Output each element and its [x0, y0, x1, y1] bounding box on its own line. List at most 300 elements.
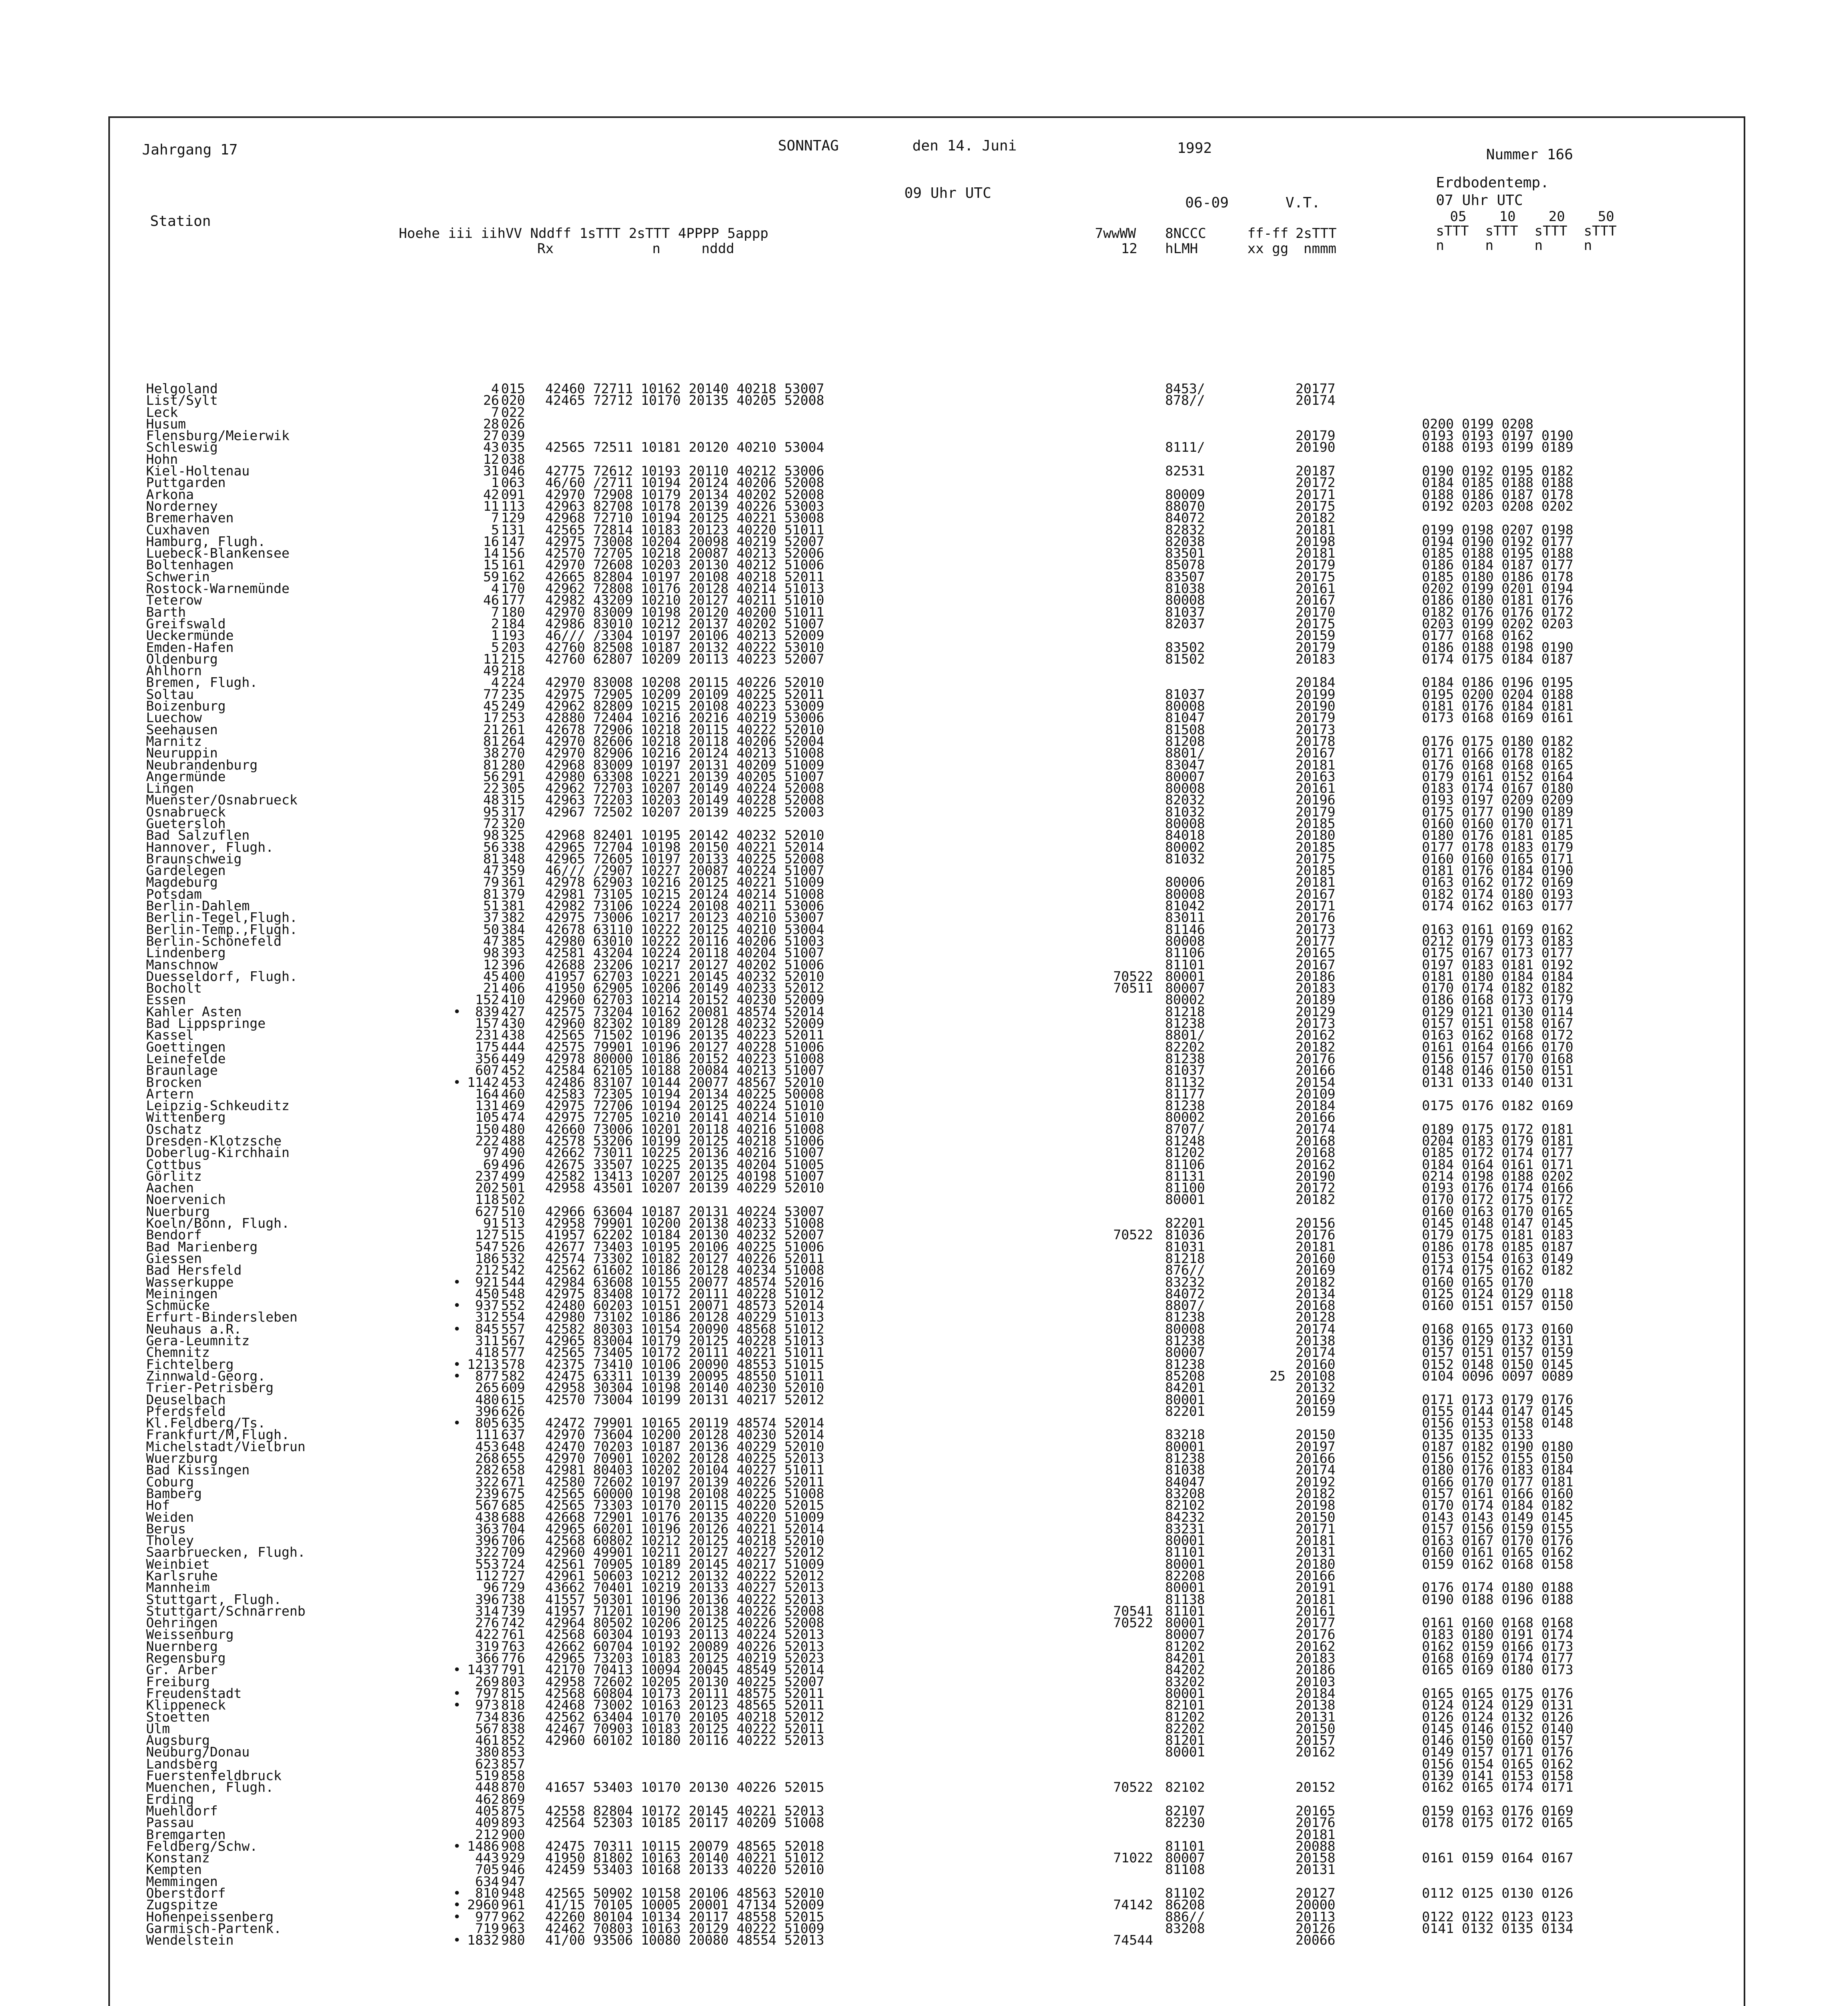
- cell-main: 42565 60000 10198 20108 40225 51008: [545, 1485, 824, 1501]
- cell-ncc: 81238: [1165, 1333, 1205, 1349]
- cell-hoehe: 28: [483, 416, 499, 432]
- cell-hoehe: 921: [475, 1274, 499, 1290]
- cell-stt: 20175: [1296, 498, 1336, 514]
- cell-name: Duesseldorf, Flugh.: [146, 968, 298, 984]
- cell-iii: 113: [501, 498, 525, 514]
- cell-main: 42668 72901 10176 20135 40220 51009: [545, 1509, 824, 1525]
- cell-hoehe: 5: [491, 522, 499, 538]
- cell-iii: 853: [501, 1744, 525, 1760]
- cell-hoehe: 98: [483, 945, 499, 961]
- cell-iii: 496: [501, 1156, 525, 1172]
- cell-name: Freudenstadt: [146, 1685, 242, 1701]
- cell-ncc: 81101: [1165, 956, 1205, 973]
- cell-soil: 0145 0148 0147 0145: [1422, 1215, 1574, 1231]
- cell-hoehe: 49: [483, 663, 499, 679]
- cell-iii: 875: [501, 1803, 525, 1819]
- cell-ncc: 81037: [1165, 1062, 1205, 1078]
- cell-ncc: 84201: [1165, 1380, 1205, 1396]
- cell-soil: 0163 0162 0172 0169: [1422, 874, 1574, 890]
- cell-stt: 20152: [1296, 1779, 1336, 1795]
- cell-name: Helgoland: [146, 381, 218, 396]
- station-table: [110, 383, 1747, 1946]
- cell-iii: 900: [501, 1826, 525, 1842]
- cell-hoehe: 363: [475, 1521, 499, 1537]
- cell-soil: 0189 0175 0172 0181: [1422, 1121, 1574, 1137]
- cell-stt: 20182: [1296, 1274, 1336, 1290]
- cell-soil: 0161 0164 0166 0170: [1422, 1039, 1574, 1055]
- cell-main: 42460 72711 10162 20140 40218 53007: [545, 381, 824, 396]
- cell-ncc: 81238: [1165, 1015, 1205, 1031]
- cell-name: Gardelegen: [146, 863, 226, 879]
- cell-iii: 270: [501, 745, 525, 761]
- cell-main: 41657 53403 10170 20130 40226 52015: [545, 1779, 824, 1795]
- cell-hoehe: 1213: [467, 1356, 499, 1372]
- cell-stt: 20178: [1296, 733, 1336, 749]
- cell-hoehe: 311: [475, 1333, 499, 1349]
- cell-hoehe: 845: [475, 1321, 499, 1337]
- cell-stt: 20165: [1296, 1803, 1336, 1819]
- cell-hoehe: 127: [475, 1227, 499, 1243]
- cell-iii: 542: [501, 1262, 525, 1278]
- cell-ncc: 80002: [1165, 1109, 1205, 1125]
- cell-name: Lingen: [146, 780, 194, 796]
- cell-soil: 0190 0192 0195 0182: [1422, 463, 1574, 479]
- cell-hoehe: 69: [483, 1156, 499, 1172]
- cell-stt: 20186: [1296, 968, 1336, 984]
- cell-ncc: 81042: [1165, 898, 1205, 914]
- cell-ncc: 81101: [1165, 1544, 1205, 1560]
- cell-ncc: 82201: [1165, 1403, 1205, 1419]
- cell-main: 42984 63608 10155 20077 48574 52016: [545, 1274, 824, 1290]
- cell-soil: 0156 0152 0155 0150: [1422, 1450, 1574, 1466]
- cell-name: Cottbus: [146, 1156, 202, 1172]
- cell-soil: 0171 0166 0178 0182: [1422, 745, 1574, 761]
- cell-ww: 71022: [1113, 1850, 1153, 1866]
- cell-ncc: 886//: [1165, 1909, 1205, 1925]
- stt-subheader: nmmm: [1304, 241, 1336, 257]
- cell-main: 42960 82302 10189 20128 40232 52009: [545, 1015, 824, 1031]
- cell-name: Saarbruecken, Flugh.: [146, 1544, 306, 1560]
- cell-iii: 264: [501, 733, 525, 749]
- cell-mark: •: [453, 1274, 461, 1290]
- cell-mark: •: [453, 1909, 461, 1925]
- cell-hoehe: 805: [475, 1415, 499, 1431]
- cell-ncc: 81202: [1165, 1145, 1205, 1161]
- cell-main: 46/60 /2711 10194 20124 40206 52008: [545, 475, 824, 491]
- cell-soil: 0143 0143 0149 0145: [1422, 1509, 1574, 1525]
- cell-main: 41950 81802 10163 20140 40221 51012: [545, 1850, 824, 1866]
- cell-name: Augsburg: [146, 1732, 210, 1748]
- cell-iii: 709: [501, 1544, 525, 1560]
- cell-name: Memmingen: [146, 1873, 218, 1889]
- cell-name: Braunschweig: [146, 851, 242, 867]
- cell-ncc: 8111/: [1165, 439, 1205, 455]
- cell-iii: 724: [501, 1556, 525, 1572]
- cell-hoehe: 269: [475, 1673, 499, 1689]
- cell-ncc: 81037: [1165, 604, 1205, 620]
- cell-hoehe: 314: [475, 1603, 499, 1619]
- cell-stt: 20179: [1296, 557, 1336, 573]
- cell-main: 42975 83408 10172 20111 40228 51012: [545, 1285, 824, 1301]
- cell-main: 42970 82606 10218 20118 40206 52004: [545, 733, 824, 749]
- cell-stt: 20171: [1296, 898, 1336, 914]
- cell-soil: 0171 0173 0179 0176: [1422, 1391, 1574, 1407]
- cell-hoehe: 27: [483, 428, 499, 444]
- cell-iii: 406: [501, 980, 525, 996]
- cell-hoehe: 72: [483, 815, 499, 831]
- cell-main: 42880 72404 10216 20216 40219 53006: [545, 710, 824, 726]
- cell-name: Neuburg/Donau: [146, 1744, 250, 1760]
- cell-stt: 20179: [1296, 804, 1336, 820]
- cell-main: 46/// /2907 10227 20087 40224 51007: [545, 863, 824, 879]
- cell-soil: 0159 0163 0176 0169: [1422, 1803, 1574, 1819]
- cell-main: 42975 72706 10194 20125 40224 51010: [545, 1098, 824, 1114]
- ff-subheader: xx gg: [1247, 241, 1289, 257]
- cell-soil: 0104 0096 0097 0089: [1422, 1368, 1574, 1384]
- cell-hoehe: 21: [483, 980, 499, 996]
- cell-hoehe: 81: [483, 886, 499, 902]
- cell-iii: 038: [501, 451, 525, 467]
- cell-ncc: 85208: [1165, 1368, 1205, 1384]
- cell-stt: 20000: [1296, 1897, 1336, 1913]
- cell-soil: 0186 0188 0198 0190: [1422, 639, 1574, 655]
- cell-soil: 0186 0184 0187 0177: [1422, 557, 1574, 573]
- cell-soil: 0162 0159 0166 0173: [1422, 1638, 1574, 1654]
- cell-soil: 0182 0176 0176 0172: [1422, 604, 1574, 620]
- cell-main: 42980 63010 10222 20116 40206 51003: [545, 933, 824, 949]
- cell-main: 42565 50902 10158 20106 48563 52010: [545, 1885, 824, 1901]
- cell-hoehe: 7: [491, 510, 499, 526]
- main-columns-header: Hoehe iii iihVV Nddff 1sTTT 2sTTT 4PPPP 5appp: [399, 225, 769, 242]
- cell-iii: 410: [501, 992, 525, 1008]
- cell-mark: •: [453, 1885, 461, 1901]
- cell-stt: 20127: [1296, 1885, 1336, 1901]
- cell-main: 42760 62807 10209 20113 40223 52007: [545, 651, 824, 667]
- cell-stt: 20181: [1296, 1533, 1336, 1549]
- cell-name: Soltau: [146, 686, 194, 702]
- cell-main: 42981 80403 10202 20104 40227 51011: [545, 1462, 824, 1478]
- table-row: [110, 900, 1747, 912]
- cell-name: Schleswig: [146, 439, 218, 455]
- cell-iii: 305: [501, 780, 525, 796]
- cell-main: 42570 72705 10218 20087 40213 52006: [545, 545, 824, 561]
- cell-name: Aachen: [146, 1180, 194, 1196]
- cell-stt: 20167: [1296, 886, 1336, 902]
- cell-main: 42568 60304 10193 20113 40224 52013: [545, 1626, 824, 1643]
- cell-iii: 020: [501, 392, 525, 408]
- cell-stt: 20160: [1296, 1250, 1336, 1266]
- cell-stt: 20181: [1296, 1591, 1336, 1607]
- cell-mark: •: [453, 1356, 461, 1372]
- soil-depths: 05 10 20 50: [1450, 209, 1614, 225]
- cell-ww: 70522: [1113, 1779, 1153, 1795]
- cell-iii: 655: [501, 1450, 525, 1466]
- cell-stt: 20191: [1296, 1580, 1336, 1596]
- cell-name: Zugspitze: [146, 1897, 218, 1913]
- cell-stt: 20181: [1296, 1239, 1336, 1255]
- cell-hoehe: 26: [483, 392, 499, 408]
- cell-main: 42662 60704 10192 20089 40226 52013: [545, 1638, 824, 1654]
- cell-ncc: 83502: [1165, 639, 1205, 655]
- cell-hoehe: 734: [475, 1709, 499, 1725]
- cell-name: Karlsruhe: [146, 1567, 218, 1584]
- cell-hoehe: 51: [483, 898, 499, 914]
- cell-name: Oldenburg: [146, 651, 218, 667]
- cell-mark: •: [453, 1297, 461, 1314]
- cell-main: 42578 53206 10199 20125 40218 51006: [545, 1133, 824, 1149]
- cell-stt: 20190: [1296, 1168, 1336, 1184]
- cell-name: Michelstadt/Vielbrun: [146, 1438, 306, 1454]
- cell-hoehe: 450: [475, 1285, 499, 1301]
- cell-ncc: 83202: [1165, 1673, 1205, 1689]
- cell-stt: 20154: [1296, 1074, 1336, 1090]
- cell-hoehe: 112: [475, 1567, 499, 1584]
- cell-main: 42468 73002 10163 20123 48565 52011: [545, 1697, 824, 1713]
- cell-iii: 675: [501, 1485, 525, 1501]
- cell-main: 42470 70203 10187 20136 40229 52010: [545, 1438, 824, 1454]
- cell-ncc: 82102: [1165, 1497, 1205, 1513]
- cell-name: Puttgarden: [146, 475, 226, 491]
- cell-main: 42565 72814 10183 20123 40220 51011: [545, 522, 824, 538]
- cell-iii: 648: [501, 1438, 525, 1454]
- cell-stt: 20150: [1296, 1509, 1336, 1525]
- cell-soil: 0152 0148 0150 0145: [1422, 1356, 1574, 1372]
- cell-soil: 0156 0154 0165 0162: [1422, 1756, 1574, 1772]
- cell-soil: 0168 0165 0173 0160: [1422, 1321, 1574, 1337]
- cell-iii: 235: [501, 686, 525, 702]
- cell-hoehe: 212: [475, 1262, 499, 1278]
- cell-iii: 224: [501, 674, 525, 690]
- cell-stt: 20166: [1296, 1109, 1336, 1125]
- cell-hoehe: 95: [483, 804, 499, 820]
- cell-soil: 0136 0129 0132 0131: [1422, 1333, 1574, 1349]
- cell-main: 42561 70905 10189 20145 40217 51009: [545, 1556, 824, 1572]
- cell-stt: 20182: [1296, 1039, 1336, 1055]
- cell-name: Rostock-Warnemünde: [146, 581, 290, 597]
- cell-main: 42675 33507 10225 20135 40204 51005: [545, 1156, 824, 1172]
- cell-name: Greifswald: [146, 615, 226, 631]
- cell-stt: 20175: [1296, 569, 1336, 585]
- cell-ww: 70541: [1113, 1603, 1153, 1619]
- cell-stt: 20177: [1296, 933, 1336, 949]
- cell-stt: 20113: [1296, 1909, 1336, 1925]
- cell-iii: 147: [501, 533, 525, 549]
- cell-hoehe: 202: [475, 1180, 499, 1196]
- cell-ncc: 82032: [1165, 792, 1205, 808]
- cell-soil: 0141 0132 0135 0134: [1422, 1920, 1574, 1936]
- cell-iii: 567: [501, 1333, 525, 1349]
- cell-iii: 552: [501, 1297, 525, 1314]
- cell-soil: 0146 0150 0160 0157: [1422, 1732, 1574, 1748]
- cell-hoehe: 45: [483, 698, 499, 714]
- cell-ncc: 84072: [1165, 510, 1205, 526]
- cell-iii: 039: [501, 428, 525, 444]
- cell-ncc: 82102: [1165, 1779, 1205, 1795]
- cell-main: 41557 50301 10196 20136 40222 52013: [545, 1591, 824, 1607]
- cell-name: Wuerzburg: [146, 1450, 218, 1466]
- cell-iii: 544: [501, 1274, 525, 1290]
- cell-hoehe: 56: [483, 768, 499, 784]
- cell-mark: •: [453, 1415, 461, 1431]
- cell-iii: 261: [501, 721, 525, 737]
- cell-soil: 0180 0176 0181 0185: [1422, 827, 1574, 843]
- cell-ncc: 83208: [1165, 1485, 1205, 1501]
- cell-main: 42568 60802 10212 20125 40218 52010: [545, 1533, 824, 1549]
- cell-name: Neuhaus a.R.: [146, 1321, 242, 1337]
- cell-main: 42558 82804 10172 20145 40221 52013: [545, 1803, 824, 1819]
- cell-iii: 554: [501, 1309, 525, 1325]
- ncc-header: 8NCCC: [1165, 225, 1206, 242]
- cell-ncc: 80008: [1165, 592, 1205, 608]
- cell-main: 42970 82906 10216 20124 40213 51008: [545, 745, 824, 761]
- cell-name: Hohn: [146, 451, 178, 467]
- cell-main: 42963 72203 10203 20149 40228 52008: [545, 792, 824, 808]
- cell-stt: 20162: [1296, 1027, 1336, 1043]
- cell-name: Landsberg: [146, 1756, 218, 1772]
- cell-stt: 20179: [1296, 639, 1336, 655]
- cell-stt: 20167: [1296, 745, 1336, 761]
- cell-name: Passau: [146, 1815, 194, 1831]
- cell-iii: 180: [501, 604, 525, 620]
- cell-name: Bremerhaven: [146, 510, 234, 526]
- cell-soil: 0186 0178 0185 0187: [1422, 1239, 1574, 1255]
- cell-soil: 0200 0199 0208: [1422, 416, 1534, 432]
- cell-ncc: 80001: [1165, 1556, 1205, 1572]
- cell-main: 42678 72906 10218 20115 40222 52010: [545, 721, 824, 737]
- cell-hoehe: 1486: [467, 1838, 499, 1854]
- cell-iii: 615: [501, 1391, 525, 1407]
- cell-hoehe: 623: [475, 1756, 499, 1772]
- cell-stt: 20126: [1296, 1920, 1336, 1936]
- cell-iii: 582: [501, 1368, 525, 1384]
- cell-soil: 0148 0146 0150 0151: [1422, 1062, 1574, 1078]
- cell-main: 42582 13413 10207 20125 40198 51007: [545, 1168, 824, 1184]
- cell-stt: 20134: [1296, 1285, 1336, 1301]
- cell-stt: 20168: [1296, 1145, 1336, 1161]
- cell-name: Bad Salzuflen: [146, 827, 250, 843]
- cell-ncc: 80008: [1165, 1321, 1205, 1337]
- cell-main: 42575 79901 10196 20127 40228 51006: [545, 1039, 824, 1055]
- cell-hoehe: 15: [483, 557, 499, 573]
- cell-name: Weiden: [146, 1509, 194, 1525]
- cell-soil: 0192 0203 0208 0202: [1422, 498, 1574, 514]
- cell-iii: 763: [501, 1638, 525, 1654]
- cell-name: Barth: [146, 604, 186, 620]
- cell-main: 42775 72612 10193 20110 40212 53006: [545, 463, 824, 479]
- cell-stt: 20156: [1296, 1215, 1336, 1231]
- cell-soil: 0170 0172 0175 0172: [1422, 1192, 1574, 1208]
- cell-iii: 280: [501, 757, 525, 773]
- cell-main: 42475 63311 10139 20095 48550 51011: [545, 1368, 824, 1384]
- cell-name: Oberstdorf: [146, 1885, 226, 1901]
- cell-main: 42978 80000 10186 20152 40223 51008: [545, 1050, 824, 1066]
- cell-soil: 0139 0141 0153 0158: [1422, 1768, 1574, 1784]
- cell-name: Frankfurt/M,Flugh.: [146, 1427, 290, 1443]
- table-row: [110, 383, 1747, 394]
- cell-name: Bad Lippspringe: [146, 1015, 266, 1031]
- cell-ncc: 81131: [1165, 1168, 1205, 1184]
- cell-iii: 400: [501, 968, 525, 984]
- cell-main: 41/00 93506 10080 20080 48554 52013: [545, 1932, 824, 1948]
- cell-name: Stuttgart, Flugh.: [146, 1591, 282, 1607]
- cell-ncc: 80007: [1165, 1850, 1205, 1866]
- cell-hoehe: 443: [475, 1850, 499, 1866]
- cell-stt: 20184: [1296, 1685, 1336, 1701]
- cell-hoehe: 164: [475, 1086, 499, 1102]
- cell-stt: 20138: [1296, 1333, 1336, 1349]
- cell-hoehe: 48: [483, 792, 499, 808]
- cell-main: 42958 72602 10205 20130 40225 52007: [545, 1673, 824, 1689]
- cell-iii: 035: [501, 439, 525, 455]
- cell-soil: 0177 0168 0162: [1422, 627, 1534, 644]
- cell-name: Regensburg: [146, 1650, 226, 1666]
- cell-ncc: 81238: [1165, 1098, 1205, 1114]
- cell-hoehe: 21: [483, 721, 499, 737]
- cell-stt: 20158: [1296, 1850, 1336, 1866]
- cell-main: 41957 71201 10190 20138 40226 52008: [545, 1603, 824, 1619]
- cell-stt: 20176: [1296, 910, 1336, 926]
- cell-soil: 0174 0175 0162 0182: [1422, 1262, 1574, 1278]
- cell-name: Flensburg/Meierwik: [146, 428, 290, 444]
- cell-soil: 0185 0188 0195 0188: [1422, 545, 1574, 561]
- cell-iii: 317: [501, 804, 525, 820]
- cell-main: 42565 73405 10172 20111 40221 51011: [545, 1344, 824, 1360]
- cell-ncc: 80001: [1165, 1685, 1205, 1701]
- cell-stt: 20196: [1296, 792, 1336, 808]
- cell-ncc: 80001: [1165, 1580, 1205, 1596]
- cell-main: 42966 63604 10187 20131 40224 53007: [545, 1203, 824, 1219]
- cell-stt: 20197: [1296, 1438, 1336, 1454]
- cell-hoehe: 222: [475, 1133, 499, 1149]
- cell-name: Stoetten: [146, 1709, 210, 1725]
- cell-ncc: 81106: [1165, 1156, 1205, 1172]
- cell-iii: 385: [501, 933, 525, 949]
- cell-ncc: 81218: [1165, 1003, 1205, 1019]
- cell-name: Bremen, Flugh.: [146, 674, 258, 690]
- cell-stt: 20199: [1296, 686, 1336, 702]
- cell-hoehe: 1: [491, 627, 499, 644]
- cell-hoehe: 810: [475, 1885, 499, 1901]
- cell-name: Teterow: [146, 592, 202, 608]
- cell-main: 42678 63110 10222 20125 40210 53004: [545, 921, 824, 937]
- cell-hoehe: 77: [483, 686, 499, 702]
- cell-name: Berlin-Tegel,Flugh.: [146, 910, 298, 926]
- cell-name: Pferdsfeld: [146, 1403, 226, 1419]
- cell-soil: 0149 0157 0171 0176: [1422, 1744, 1574, 1760]
- cell-soil: 0175 0176 0182 0169: [1422, 1098, 1574, 1114]
- cell-ncc: 81037: [1165, 686, 1205, 702]
- cell-name: Fuerstenfeldbruck: [146, 1768, 282, 1784]
- cell-stt: 20181: [1296, 545, 1336, 561]
- cell-iii: 515: [501, 1227, 525, 1243]
- cell-soil: 0183 0174 0167 0180: [1422, 780, 1574, 796]
- cell-ncc: 80001: [1165, 1438, 1205, 1454]
- cell-iii: 947: [501, 1873, 525, 1889]
- cell-main: 42462 70803 10163 20129 40222 51009: [545, 1920, 824, 1936]
- cell-name: Hamburg, Flugh.: [146, 533, 266, 549]
- cell-hoehe: 322: [475, 1544, 499, 1560]
- cell-hoehe: 627: [475, 1203, 499, 1219]
- cell-main: 42961 50603 10212 20132 40222 52012: [545, 1567, 824, 1584]
- cell-ncc: 82038: [1165, 533, 1205, 549]
- cell-name: Bamberg: [146, 1485, 202, 1501]
- cell-main: 42570 73004 10199 20131 40217 52012: [545, 1391, 824, 1407]
- cell-stt: 20166: [1296, 1567, 1336, 1584]
- cell-main: 42480 60203 10151 20071 48573 52014: [545, 1297, 824, 1314]
- cell-soil: 0160 0160 0170 0171: [1422, 815, 1574, 831]
- cell-name: Brocken: [146, 1074, 202, 1090]
- cell-ncc: 81106: [1165, 945, 1205, 961]
